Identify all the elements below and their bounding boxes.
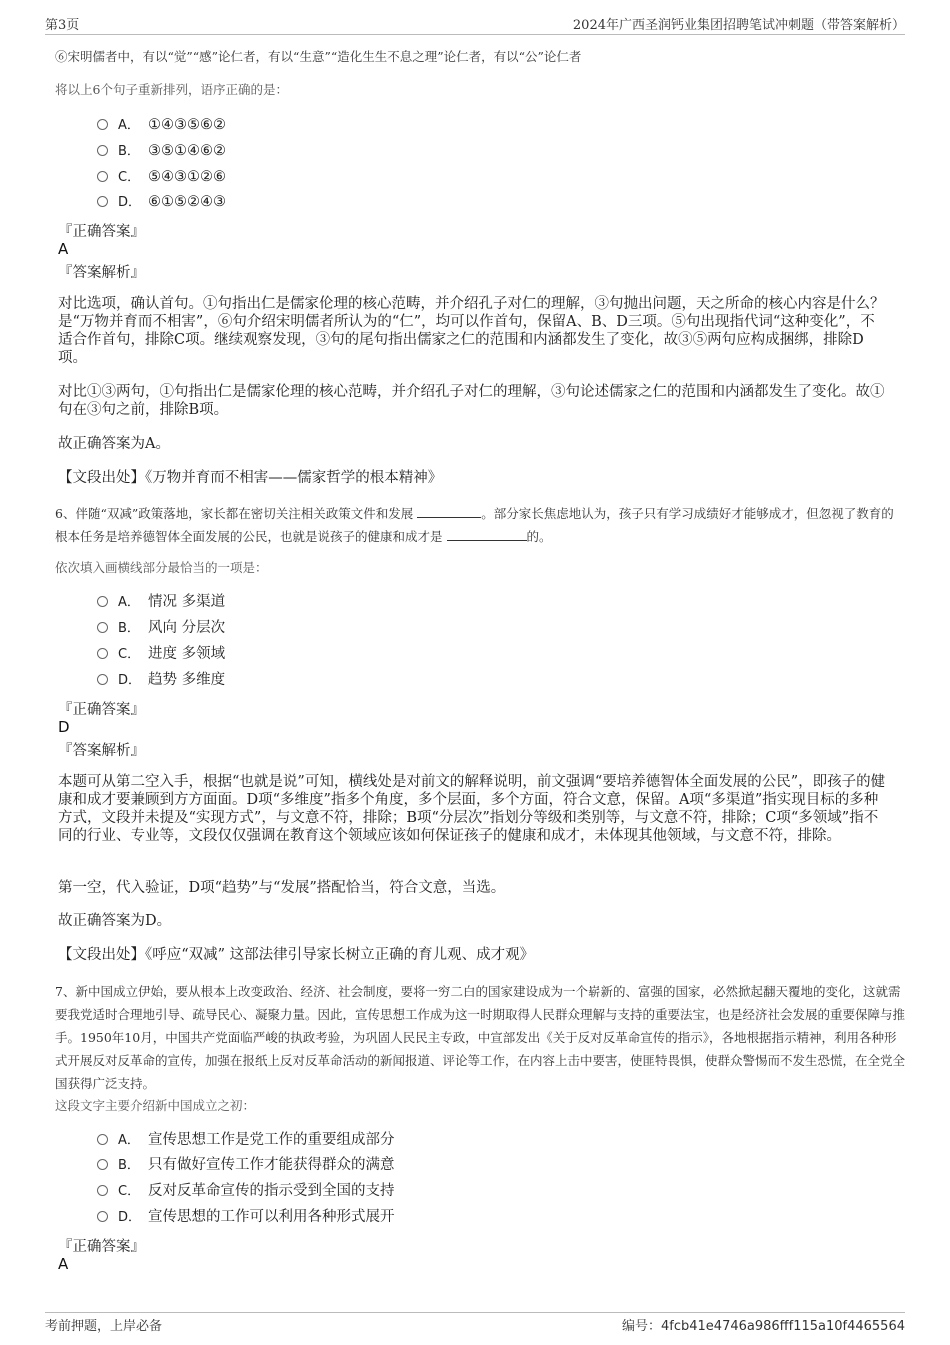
radio-icon[interactable]: [97, 171, 108, 182]
q5-prompt: 将以上6个句子重新排列，语序正确的是：: [55, 82, 288, 97]
q5-option-a[interactable]: A． ①④③⑤⑥②: [97, 114, 226, 136]
q6-option-d[interactable]: D． 趋势 多维度: [97, 669, 225, 691]
q6-source: 【文段出处】《呼应“双减” 这部法律引导家长树立正确的育儿观、成才观》: [58, 947, 535, 963]
q5-source: 【文段出处】《万物并育而不相害——儒家哲学的根本精神》: [58, 470, 443, 486]
footer-slogan: 考前押题，上岸必备: [45, 1319, 163, 1334]
q7-option-a[interactable]: A． 宣传思想工作是党工作的重要组成部分: [97, 1129, 395, 1151]
q7-prompt: 这段文字主要介绍新中国成立之初：: [55, 1098, 256, 1113]
q6-analysis-label: 『答案解析』: [58, 743, 145, 759]
q5-answer-label: 『正确答案』: [58, 224, 145, 240]
radio-icon[interactable]: [97, 196, 108, 207]
q7-stem: 7、新中国成立伊始，要从根本上改变政治、经济、社会制度，要将一穷二白的国家建设成为一个崭新的、富强的国家，必然掀起翻天覆地的变化，这就需要我党适时合理地引导、疏导民心、凝聚力量。因此，宣传思想工作成为这一时期取得人民群众理解与支持的重要法宝，也是经济社会发展的重要保障与推手。1950年10月，中国共产党面临严峻的执政考验，为巩固人民民主专政，中宣部发出《关于反对反革命宣传的指示》，各地根据指示精神，利用各种形式开展反对反革命的宣传，加强在报纸上反对反革命活动的新闻报道、评论等工作，在内容上击中要害，使匪特畏惧，使群众警惕而不发生恐慌，在全党全国获得广泛支持。: [55, 984, 906, 1091]
radio-icon[interactable]: [97, 119, 108, 130]
q6-answer-label: 『正确答案』: [58, 702, 145, 718]
q7-option-b[interactable]: B． 只有做好宣传工作才能获得群众的满意: [97, 1154, 395, 1176]
q5-answer: A: [58, 240, 69, 258]
radio-icon[interactable]: [97, 1185, 108, 1196]
q6-option-c[interactable]: C． 进度 多领域: [97, 643, 225, 665]
q6-prompt: 依次填入画横线部分最恰当的一项是：: [55, 560, 268, 575]
radio-icon[interactable]: [97, 1159, 108, 1170]
q6-answer: D: [58, 718, 70, 736]
q6-option-b[interactable]: B． 风向 分层次: [97, 617, 225, 639]
q6-stem: 6、伴随“双减”政策落地，家长都在密切关注相关政策文件和发展 。部分家长焦虑地认为，孩子只有学习成绩好才能够成才，但忽视了教育的根本任务是培养德智体全面发展的公民，也就是说孩子的健康和成才是 的。: [55, 506, 894, 544]
radio-icon[interactable]: [97, 1134, 108, 1145]
q7-answer: A: [58, 1255, 69, 1273]
document-title: 2024年广西圣润钙业集团招聘笔试冲刺题（带答案解析）: [572, 18, 905, 33]
q5-option-c[interactable]: C． ⑤④③①②⑥: [97, 166, 226, 188]
document-code: 编号：4fcb41e4746a986fff115a10f4465564: [622, 1319, 905, 1334]
radio-icon[interactable]: [97, 622, 108, 633]
q7-option-c[interactable]: C． 反对反革命宣传的指示受到全国的支持: [97, 1180, 395, 1202]
q7-answer-label: 『正确答案』: [58, 1239, 145, 1255]
q7-option-d[interactable]: D． 宣传思想的工作可以利用各种形式展开: [97, 1206, 395, 1228]
q6-option-a[interactable]: A． 情况 多渠道: [97, 591, 225, 613]
q5-sentence-6: ⑥宋明儒者中，有以“觉”“感”论仁者，有以“生意”“造化生生不息之理”论仁者，有以“公”论仁者: [55, 49, 582, 64]
q6-analysis-p2: 第一空，代入验证，D项“趋势”与“发展”搭配恰当，符合文意，当选。: [58, 880, 506, 896]
radio-icon[interactable]: [97, 145, 108, 156]
radio-icon[interactable]: [97, 596, 108, 607]
q5-option-d[interactable]: D． ⑥①⑤②④③: [97, 191, 226, 213]
page-footer: [45, 1312, 905, 1335]
q5-analysis-p2: 对比①③两句，①句指出仁是儒家伦理的核心范畴，并介绍孔子对仁的理解，③句论述儒家之仁的范围和内涵都发生了变化。故①句在③句之前，排除B项。: [58, 384, 885, 418]
q6-analysis-p3: 故正确答案为D。: [58, 913, 172, 929]
q5-analysis-p1: 对比选项，确认首句。①句指出仁是儒家伦理的核心范畴，并介绍孔子对仁的理解，③句抛出问题，天之所命的核心内容是什么？是“万物并育而不相害”，⑥句介绍宋明儒者所认为的“仁”，均可以作首句，保留A、B、D三项。⑤句出现指代词“这种变化”，不适合作首句，排除C项。继续观察发现，③句的尾句指出儒家之仁的范围和内涵都发生了变化，故③⑤两句应构成捆绑，排除D项。: [58, 296, 885, 366]
radio-icon[interactable]: [97, 648, 108, 659]
page-header: [45, 14, 905, 35]
q5-analysis-label: 『答案解析』: [58, 265, 145, 281]
q5-option-b[interactable]: B． ③⑤①④⑥②: [97, 140, 226, 162]
q6-analysis-p1: 本题可从第二空入手，根据“也就是说”可知，横线处是对前文的解释说明，前文强调“要培养德智体全面发展的公民”，即孩子的健康和成才要兼顾到方方面面。D项“多维度”指多个角度，多个层面，多个方面，符合文意，保留。A项“多渠道”指实现目标的多种方式，文段并未提及“实现方式”，与文意不符，排除；B项“分层次”指划分等级和类别等，与文意不符，排除；C项“多领域”指不同的行业、专业等，文段仅仅强调在教育这个领域应该如何保证孩子的健康和成才，未体现其他领域，与文意不符，排除。: [58, 774, 886, 844]
radio-icon[interactable]: [97, 674, 108, 685]
page-number: 第3页: [45, 18, 80, 33]
radio-icon[interactable]: [97, 1211, 108, 1222]
blank-1: [417, 505, 481, 518]
q5-analysis-p3: 故正确答案为A。: [58, 436, 170, 452]
blank-2: [447, 528, 527, 541]
